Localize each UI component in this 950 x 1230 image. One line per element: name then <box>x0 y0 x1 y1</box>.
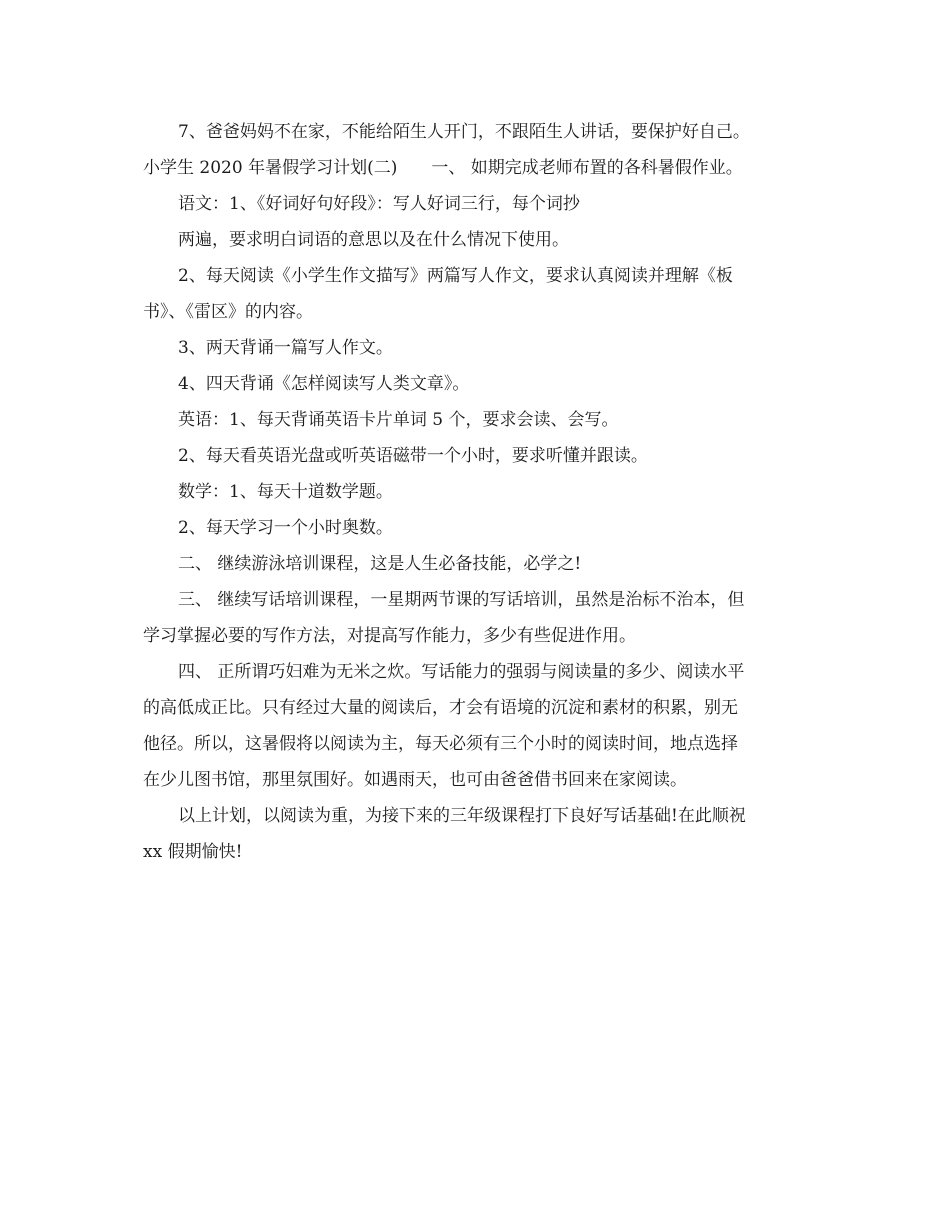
document-body <box>143 114 807 870</box>
text-line: xx 假期愉快! <box>143 842 243 862</box>
text-line: 三、 继续写话培训课程，一星期两节课的写话培训，虽然是治标不治本，但 <box>178 590 745 610</box>
text-line: 3、两天背诵一篇写人作文。 <box>178 338 393 358</box>
text-line: 的高低成正比。只有经过大量的阅读后，才会有语境的沉淀和素材的积累，别无 <box>143 698 738 718</box>
text-line: 四、 正所谓巧妇难为无米之炊。写话能力的强弱与阅读量的多少、阅读水平 <box>178 662 745 682</box>
text-line: 书》、《雷区》的内容。 <box>143 302 313 322</box>
text-line: 以上计划，以阅读为重，为接下来的三年级课程打下良好写话基础!在此顺祝 <box>178 806 746 826</box>
text-line: 2、每天看英语光盘或听英语磁带一个小时，要求听懂并跟读。 <box>178 446 648 466</box>
text-line: 2、每天阅读《小学生作文描写》两篇写人作文，要求认真阅读并理解《板 <box>178 266 733 286</box>
text-line: 语文：1、《好词好句好段》：写人好词三行，每个词抄 <box>178 194 580 214</box>
text-line: 数学：1、每天十道数学题。 <box>178 482 393 502</box>
text-line: 小学生 2020 年暑假学习计划(二) 一、 如期完成老师布置的各科暑假作业。 <box>143 158 743 178</box>
text-line: 在少儿图书馆，那里氛围好。如遇雨天，也可由爸爸借书回来在家阅读。 <box>143 770 687 790</box>
text-line: 二、 继续游泳培训课程，这是人生必备技能，必学之! <box>178 554 582 574</box>
text-line: 两遍，要求明白词语的意思以及在什么情况下使用。 <box>178 230 569 250</box>
text-line: 2、每天学习一个小时奥数。 <box>178 518 393 538</box>
text-line: 英语：1、每天背诵英语卡片单词 5 个，要求会读、会写。 <box>178 410 619 430</box>
text-line: 4、四天背诵《怎样阅读写人类文章》。 <box>178 374 470 394</box>
text-line: 学习掌握必要的写作方法，对提高写作能力，多少有些促进作用。 <box>143 626 636 646</box>
text-line: 他径。所以，这暑假将以阅读为主，每天必须有三个小时的阅读时间，地点选择 <box>143 734 738 754</box>
text-line: 7、爸爸妈妈不在家，不能给陌生人开门，不跟陌生人讲话，要保护好自己。 <box>178 122 750 142</box>
